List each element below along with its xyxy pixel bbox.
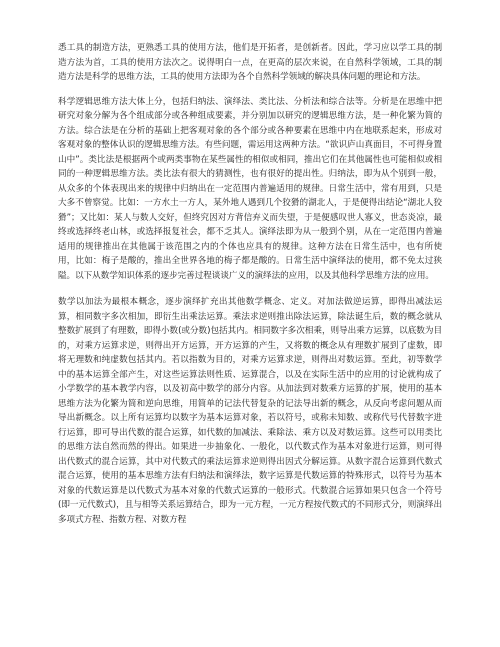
paragraph-thinking-methods: 科学逻辑思维方法大体上分，包括归纳法、演绎法、类比法、分析法和综合法等。分析是在思维中把研究对象分解为各个组成部分或各种组成要素，并分别加以研究的逻辑思维方法，是一种化繁为简的方法。综合法是在分析的基础上把客观对象的各个部分或各种要素在思维中内在地联系起来，形成对客观对象的整体认识的逻辑思维方法。有些问题，需运用这两种方法。“欲识庐山真面目，不可得身置山中”。类比法是根据两个或两类事物在某些属性的相似或相同，推出它们在其他属性也可能相似或相同的一种逻辑思维方法。类比法有很大的猜测性，也有很好的提出性。归纳法，即为从个别到一般，从众多的个体表现出来的规律中归纳出在一定范围内普遍适用的规律。日常生活中，常有用到，只是大多不曾察觉。比如：一方水土一方人，某外地人遇到几个狡猾的湖北人，于是便得出结论“湖北人狡猾”；又比如：某人与数人交好，但终究因对方背信弃义而失望，于是便感叹世人寡义，世态炎凉，最终或选择终老山林，或选择报复社会，都不乏其人。演绎法即为从一般到个别，从在一定范围内普遍适用的规律推出在其他属于该范围之内的个体也应具有的规律。这种方法在日常生活中，也有所使用，比如：梅子是酸的，推出全世界各地的梅子都是酸的。日常生活中演绎法的使用，都不免太过狭隘。以下从数学知识体系的逐步完善过程谈谈广义的演绎法的应用，以及其他科学思维方法的应用。 bbox=[58, 96, 442, 281]
paragraph-intro: 悉工具的制造方法，更熟悉工具的使用方法，他们是开拓者，是创新者。因此，学习应以学工具的制造方法为首，工具的使用方法次之。说得明白一点，在更高的层次来说，在自然科学领域，工具的制造方法是科学的思维方法，工具的使用方法即为各个自然科学领域的解决具体问题的理论和方法。 bbox=[58, 43, 442, 82]
paragraph-math-deduction: 数学以加法为最根本概念，逐步演绎扩充出其他数学概念、定义。对加法做逆运算，即得出减法运算，相同数字多次相加，即衍生出乘法运算。乘法求逆则推出除法运算，除法诞生后，数的概念就从整数扩展到了有理数，即得小数(或分数)包括其内。相同数字多次相乘，则导出乘方运算，以底数为目的，对乘方运算求逆，则得出开方运算，开方运算的产生，又将数的概念从有理数扩展到了虚数，即将无理数和纯虚数包括其内。若以指数为目的，对乘方运算求逆，则得出对数运算。至此，初等数学中的基本运算全部产生，对这些运算法则性质、运算混合，以及在实际生活中的应用的讨论就构成了小学数学的基本教学内容，以及初高中数学的部分内容。从加法到对数乘方运算的扩展，使用的基本思维方法为化繁为简和逆向思维，用简单的记法代替复杂的记法导出新的概念，从反向考虑问题从而导出新概念。以上所有运算均以数字为基本运算对象，若以符号，或称未知数、或称代号代替数字进行运算，即可导出代数的混合运算，如代数的加减法、乘除法、乘方以及对数运算。这些可以用类比的思维方法自然而然的得出。如果进一步抽象化、一般化，以代数式作为基本对象进行运算，则可得出代数式的混合运算，其中对代数式的乘法运算求逆则得出因式分解运算。从数字混合运算到代数式混合运算，使用的基本思维方法有归纳法和演绎法，数字运算是代数运算的特殊形式，以符号为基本对象的代数运算是以代数式为基本对象的代数式运算的一般形式。代数混合运算如果只包含一个符号(即一元代数式)，且与相等关系运算结合，即为一元方程，一元方程按代数式的不同形式分，则演绎出多项式方程、指数方程、对数方程 bbox=[58, 297, 442, 525]
